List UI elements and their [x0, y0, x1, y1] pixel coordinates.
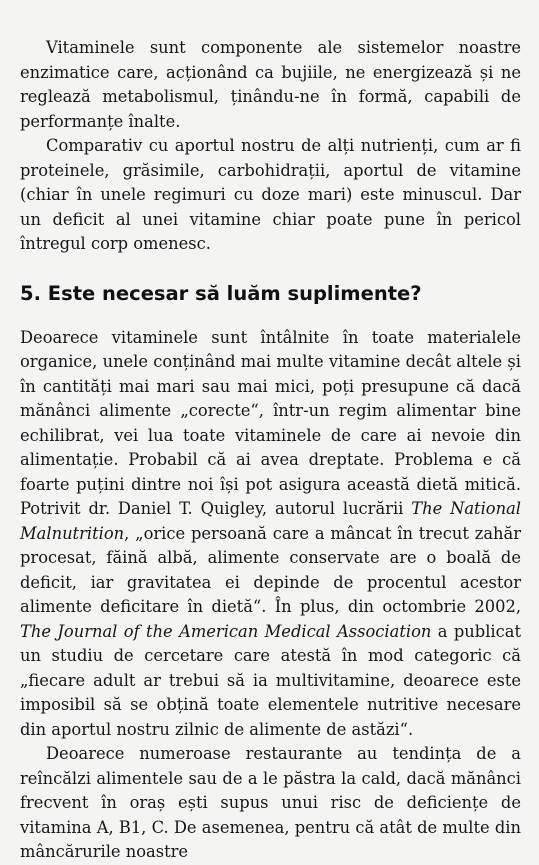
main-paragraph-text-3: a publicat un studiu de cercetare care atestă în mod categoric că „fiecare adult ar trebui să ia multivitamine, deoarece este imposibil să se obțină toate elementele nutritive necesare din aportul nostru zilnic de alimente de astăzi“.	[20, 621, 521, 739]
main-paragraph	[20, 326, 521, 743]
section-heading: 5. Este necesar să luăm suplimente?	[20, 281, 422, 305]
main-paragraph-text-1: Deoarece vitaminele sunt întâlnite în toate materialele organice, unele conținând mai multe vitamine decât altele și în cantități mai mari sau mai mici, poți presupune că dacă mănânci alimente „corecte“, într-un regim alimentar bine echilibrat, vei lua toate vitaminele de care ai nevoie din alimentație. Probabil că ai avea dreptate. Problema e că foarte puțini dintre noi își pot asigura această dietă mitică. Potrivit dr. Daniel T. Quigley, autorul lucrării	[20, 327, 521, 518]
journal-title: The Journal of the American Medical Association	[20, 621, 432, 641]
main-paragraph-text-2: , „orice persoană care a mâncat în trecut zahăr procesat, făină albă, alimente conservate are o boală de deficit, iar gravitatea ei depinde de procentul acestor alimente deficitare în dietă“. În plus, din octombrie 2002,	[20, 523, 521, 616]
last-paragraph: Deoarece numeroase restaurante au tendința de a reîncălzi alimentele sau de a le păstra la cald, dacă mănânci frecvent în oraș ești supus unui risc de deficiențe de vitamina A, B1, C. De asemenea, pentru că atât de multe din mâncărurile noastre	[20, 744, 521, 861]
intro-paragraph-1: Vitaminele sunt componente ale sistemelor noastre enzimatice care, acționând ca bujiile, ne energizează și ne reglează metabolismul, ținându-ne în formă, capabili de performanțe înalte.	[20, 38, 521, 131]
intro-paragraph-2: Comparativ cu aportul nostru de alți nutrienți, cum ar fi proteinele, grăsimile, carbohidrații, aportul de vitamine (chiar în unele regimuri cu doze mari) este minuscul. Dar un deficit al unei vitamine chiar poate pune în pericol întregul corp omenesc.	[20, 136, 521, 253]
book-title: The National Malnutrition	[20, 499, 522, 543]
